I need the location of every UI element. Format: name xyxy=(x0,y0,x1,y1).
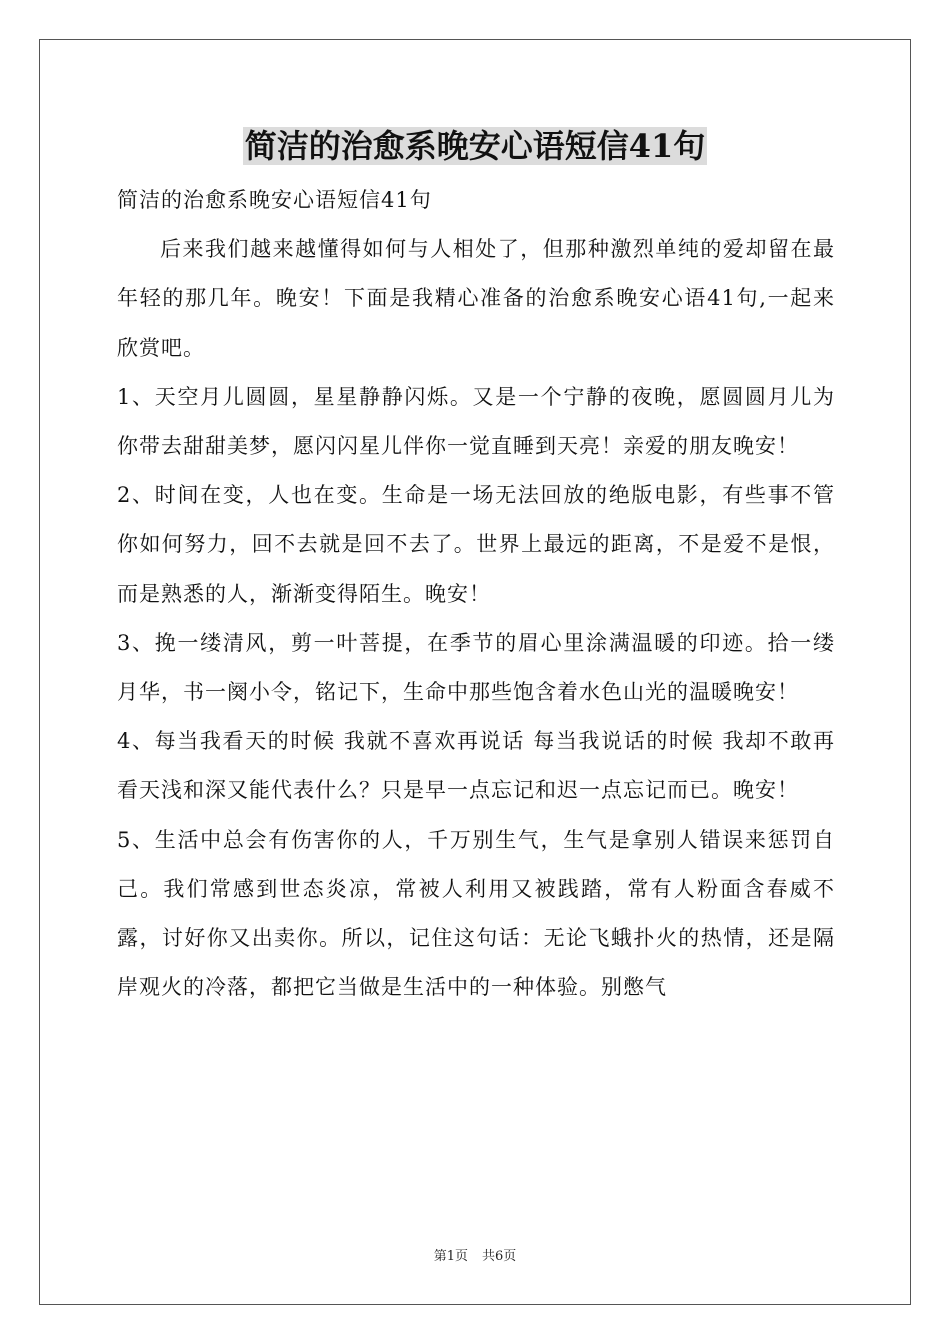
page-number-total: 共6页 xyxy=(482,1249,517,1264)
list-item: 4、每当我看天的时候 我就不喜欢再说话 每当我说话的时候 我却不敢再看天浅和深又能代表什么？只是早一点忘记和迟一点忘记而已。晚安！ xyxy=(117,729,835,803)
list-item: 3、挽一缕清风，剪一叶菩提，在季节的眉心里涂满温暖的印迹。拾一缕月华，书一阕小令，铭记下，生命中那些饱含着水色山光的温暖晚安！ xyxy=(117,630,835,705)
document-subtitle: 简洁的治愈系晚安心语短信41句 xyxy=(117,188,432,212)
page-footer xyxy=(0,1248,950,1266)
list-item: 5、生活中总会有伤害你的人，千万别生气，生气是拿别人错误来惩罚自己。我们常感到世态炎凉，常被人利用又被践踏，常有人粉面含春威不露，讨好你又出卖你。所以，记住这句话：无论飞蛾扑火的热情，还是隔岸观火的冷落，都把它当做是生活中的一种体验。别憋气 xyxy=(117,827,835,1000)
intro-paragraph: 后来我们越来越懂得如何与人相处了，但那种激烈单纯的爱却留在最年轻的那几年。晚安！下面是我精心准备的治愈系晚安心语41句,一起来欣赏吧。 xyxy=(117,237,835,360)
list-item: 2、时间在变，人也在变。生命是一场无法回放的绝版电影，有些事不管你如何努力，回不去就是回不去了。世界上最远的距离，不是爱不是恨，而是熟悉的人，渐渐变得陌生。晚安！ xyxy=(117,483,835,606)
page-number-current: 第1页 xyxy=(433,1249,468,1264)
document-title-text: 简洁的治愈系晚安心语短信41句 xyxy=(244,127,706,165)
list-item: 1、天空月儿圆圆，星星静静闪烁。又是一个宁静的夜晚，愿圆圆月儿为你带去甜甜美梦，愿闪闪星儿伴你一觉直睡到天亮！亲爱的朋友晚安！ xyxy=(117,384,835,459)
document-title xyxy=(0,124,950,168)
document-body xyxy=(117,176,835,1012)
